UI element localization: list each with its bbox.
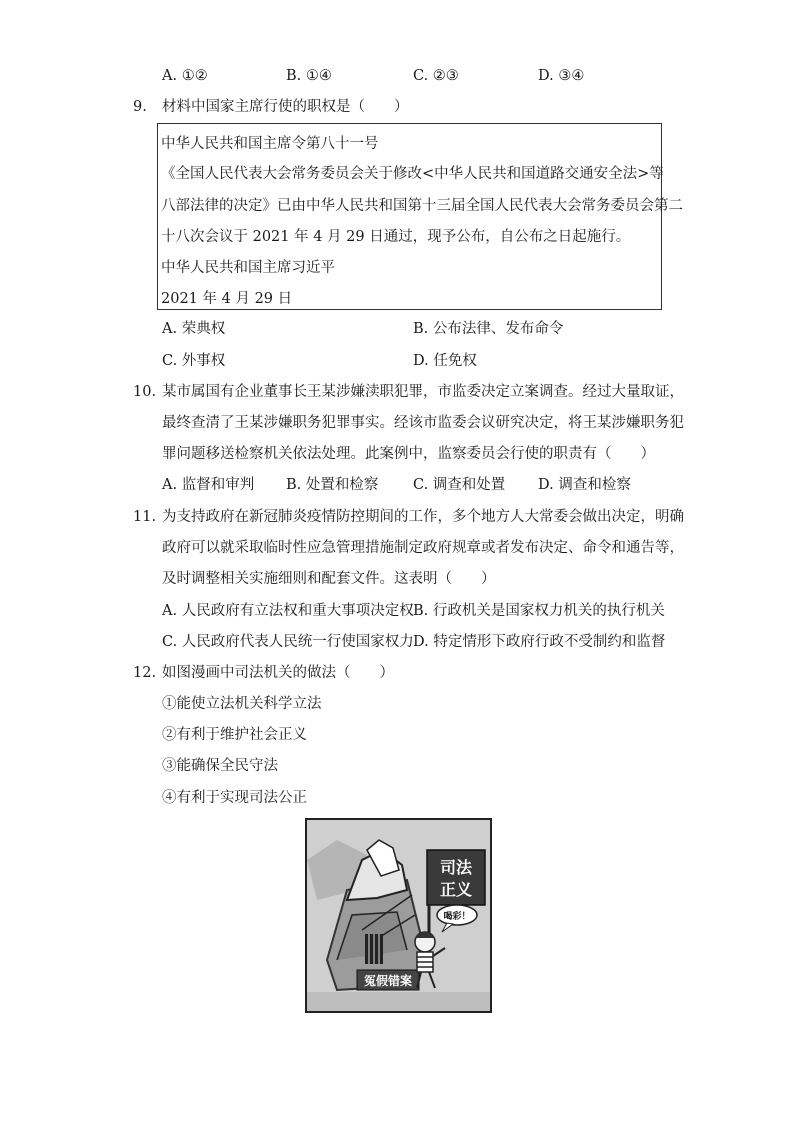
statement-item: ③能确保全民守法 xyxy=(162,758,278,774)
prev-option-d: D. ③④ xyxy=(538,68,585,84)
sign-line-2: 正义 xyxy=(439,880,473,899)
material-line: 2021 年 4 月 29 日 xyxy=(161,291,293,307)
sign-line-1: 司法 xyxy=(439,858,473,877)
question-line: 某市属国有企业董事长王某涉嫌渎职犯罪，市监委决定立案调查。经过大量取证， xyxy=(162,384,684,400)
option-a: A. 人民政府有立法权和重大事项决定权 xyxy=(162,603,414,619)
question-line: 政府可以就采取临时性应急管理措施制定政府规章或者发布决定、命令和通告等， xyxy=(162,540,684,556)
option-b: B. 行政机关是国家权力机关的执行机关 xyxy=(413,603,665,619)
cartoon-drawing xyxy=(307,820,490,1011)
question-line: 及时调整相关实施细则和配套文件。这表明（ ） xyxy=(162,571,496,587)
cartoon-image xyxy=(305,818,492,1013)
prev-option-a: A. ①② xyxy=(162,68,208,84)
material-line: 《全国人民代表大会常务委员会关于修改<中华人民共和国道路交通安全法>等 xyxy=(161,166,664,182)
question-stem: 如图漫画中司法机关的做法（ ） xyxy=(162,665,394,681)
question-number: 10. xyxy=(133,384,157,400)
statement-item: ④有利于实现司法公正 xyxy=(162,790,307,806)
prev-option-b: B. ①④ xyxy=(286,68,332,84)
material-line: 十八次会议于 2021 年 4 月 29 日通过，现予公布，自公布之日起施行。 xyxy=(161,229,631,245)
statement-item: ①能使立法机关科学立法 xyxy=(162,696,322,712)
question-stem: 材料中国家主席行使的职权是（ ） xyxy=(162,99,409,115)
material-line: 中华人民共和国主席习近平 xyxy=(161,260,335,276)
material-box xyxy=(157,123,683,310)
speech-bubble: 喝彩！ xyxy=(443,912,471,922)
question-number: 11. xyxy=(133,509,157,525)
option-a: A. 监督和审判 xyxy=(162,477,255,493)
option-d: D. 调查和检察 xyxy=(538,477,631,493)
material-line: 八部法律的决定》已由中华人民共和国第十三届全国人民代表大会常务委员会第二 xyxy=(161,198,683,214)
question-line: 罪问题移送检察机关依法处理。此案例中，监察委员会行使的职责有（ ） xyxy=(162,446,655,462)
option-c: C. 人民政府代表人民统一行使国家权力 xyxy=(162,634,414,650)
option-b: B. 公布法律、发布命令 xyxy=(413,321,564,337)
material-line: 中华人民共和国主席令第八十一号 xyxy=(161,136,379,152)
statement-item: ②有利于维护社会正义 xyxy=(162,727,307,743)
option-b: B. 处置和检察 xyxy=(286,477,379,493)
question-line: 为支持政府在新冠肺炎疫情防控期间的工作，多个地方人大常委会做出决定，明确 xyxy=(162,509,684,525)
option-c: C. 外事权 xyxy=(162,353,226,369)
option-d: D. 特定情形下政府行政不受制约和监督 xyxy=(413,634,666,650)
prev-option-c: C. ②③ xyxy=(413,68,459,84)
option-a: A. 荣典权 xyxy=(162,321,226,337)
plinth-label: 冤假错案 xyxy=(363,974,413,988)
option-c: C. 调查和处置 xyxy=(413,477,506,493)
question-line: 最终查清了王某涉嫌职务犯罪事实。经该市监委会议研究决定，将王某涉嫌职务犯 xyxy=(162,415,684,431)
option-d: D. 任免权 xyxy=(413,353,477,369)
question-number: 9. xyxy=(133,99,147,115)
question-number: 12. xyxy=(133,665,157,681)
